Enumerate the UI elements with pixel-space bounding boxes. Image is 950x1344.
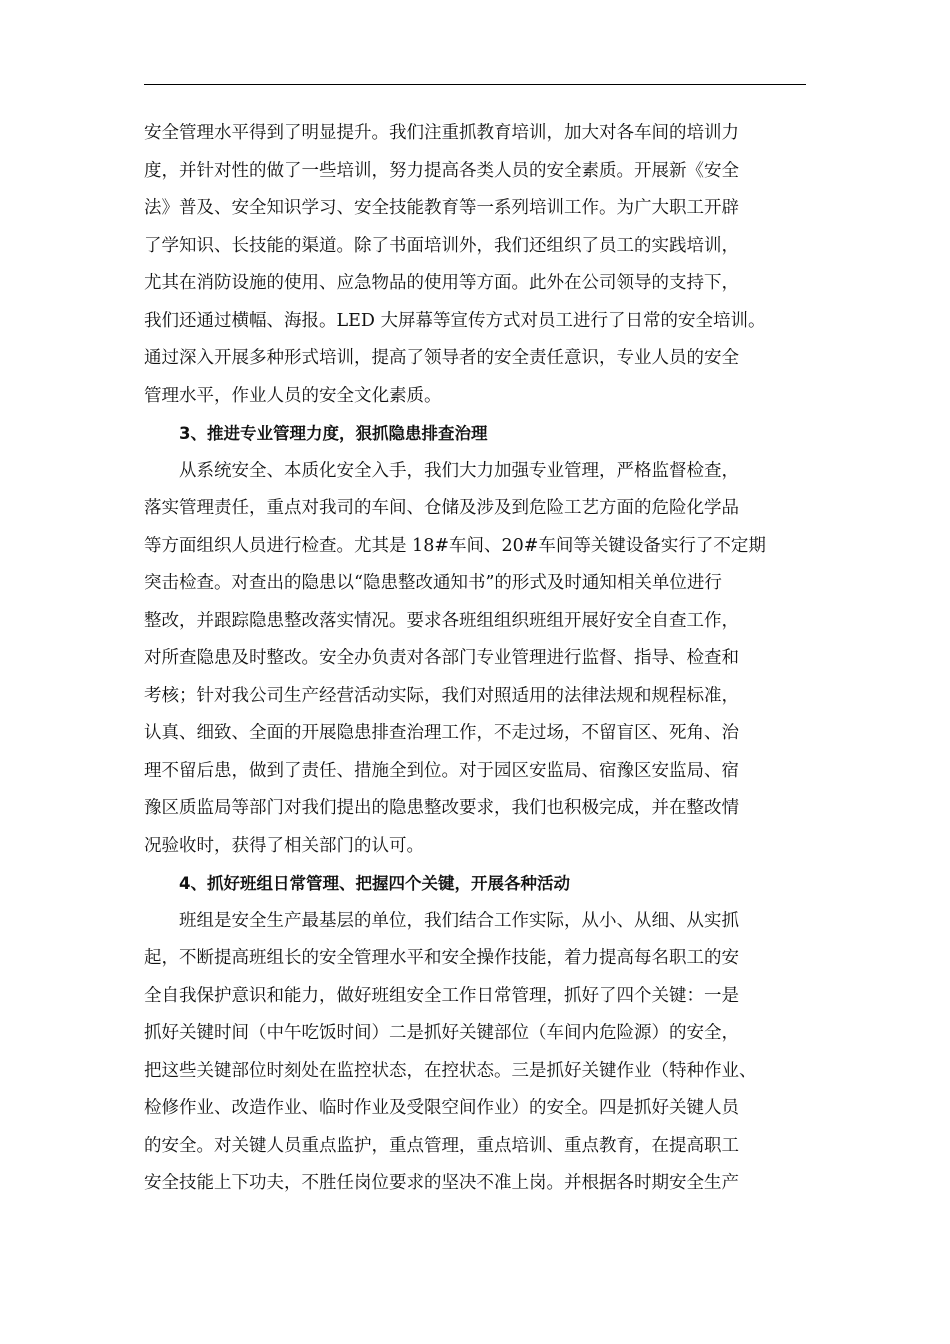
paragraph-line: 从系统安全、本质化安全入手，我们大力加强专业管理，严格监督检查， <box>179 460 739 481</box>
paragraph-line: 的安全。对关键人员重点监护，重点管理，重点培训、重点教育，在提高职工 <box>144 1135 739 1156</box>
paragraph-line: 安全管理水平得到了明显提升。我们注重抓教育培训，加大对各车间的培训力 <box>144 123 739 143</box>
paragraph-line: 等方面组织人员进行检查。尤其是 18#车间、20#车间等关键设备实行了不定期 <box>144 535 766 556</box>
paragraph-line: 抓好关键时间（中午吃饭时间）二是抓好关键部位（车间内危险源）的安全， <box>144 1023 739 1043</box>
paragraph-line: 度，并针对性的做了一些培训，努力提高各类人员的安全素质。开展新《安全 <box>144 160 739 181</box>
paragraph-line: 法》普及、安全知识学习、安全技能教育等一系列培训工作。为广大职工开辟 <box>144 198 739 218</box>
paragraph-line: 班组是安全生产最基层的单位，我们结合工作实际，从小、从细、从实抓 <box>179 910 739 931</box>
paragraph-line: 考核；针对我公司生产经营活动实际，我们对照适用的法律法规和规程标准， <box>144 685 739 706</box>
section-heading: 3、推进专业管理力度，狠抓隐患排查治理 <box>179 424 488 443</box>
paragraph-line: 起，不断提高班组长的安全管理水平和安全操作技能，着力提高每名职工的安 <box>144 948 739 968</box>
paragraph-line: 管理水平，作业人员的安全文化素质。 <box>144 385 442 406</box>
section-heading: 4、抓好班组日常管理、把握四个关键，开展各种活动 <box>179 874 570 893</box>
paragraph-line: 对所查隐患及时整改。安全办负责对各部门专业管理进行监督、指导、检查和 <box>144 648 739 668</box>
document-body <box>144 115 824 1203</box>
paragraph-line: 整改，并跟踪隐患整改落实情况。要求各班组组织班组开展好安全自查工作， <box>144 610 739 631</box>
paragraph-line: 全自我保护意识和能力，做好班组安全工作日常管理，抓好了四个关键：一是 <box>144 985 739 1006</box>
paragraph-line: 豫区质监局等部门对我们提出的隐患整改要求，我们也积极完成，并在整改情 <box>144 798 739 818</box>
paragraph-line: 落实管理责任，重点对我司的车间、仓储及涉及到危险工艺方面的危险化学品 <box>144 498 739 518</box>
header-rule <box>144 84 806 85</box>
paragraph-line: 我们还通过横幅、海报。LED 大屏幕等宣传方式对员工进行了日常的安全培训。 <box>144 310 766 331</box>
paragraph-line: 把这些关键部位时刻处在监控状态，在控状态。三是抓好关键作业（特种作业、 <box>144 1060 757 1081</box>
paragraph-line: 理不留后患，做到了责任、措施全到位。对于园区安监局、宿豫区安监局、宿 <box>144 760 739 781</box>
paragraph-line: 安全技能上下功夫，不胜任岗位要求的坚决不准上岗。并根据各时期安全生产 <box>144 1173 739 1193</box>
paragraph-line: 突击检查。对查出的隐患以“隐患整改通知书”的形式及时通知相关单位进行 <box>144 573 722 593</box>
paragraph-line: 了学知识、长技能的渠道。除了书面培训外，我们还组织了员工的实践培训， <box>144 235 739 256</box>
paragraph-line: 尤其在消防设施的使用、应急物品的使用等方面。此外在公司领导的支持下， <box>144 273 739 293</box>
paragraph-line: 认真、细致、全面的开展隐患排查治理工作，不走过场，不留盲区、死角、治 <box>144 723 739 743</box>
paragraph-line: 通过深入开展多种形式培训，提高了领导者的安全责任意识，专业人员的安全 <box>144 348 739 368</box>
paragraph-line: 检修作业、改造作业、临时作业及受限空间作业）的安全。四是抓好关键人员 <box>144 1098 739 1118</box>
paragraph-line: 况验收时，获得了相关部门的认可。 <box>144 835 424 856</box>
